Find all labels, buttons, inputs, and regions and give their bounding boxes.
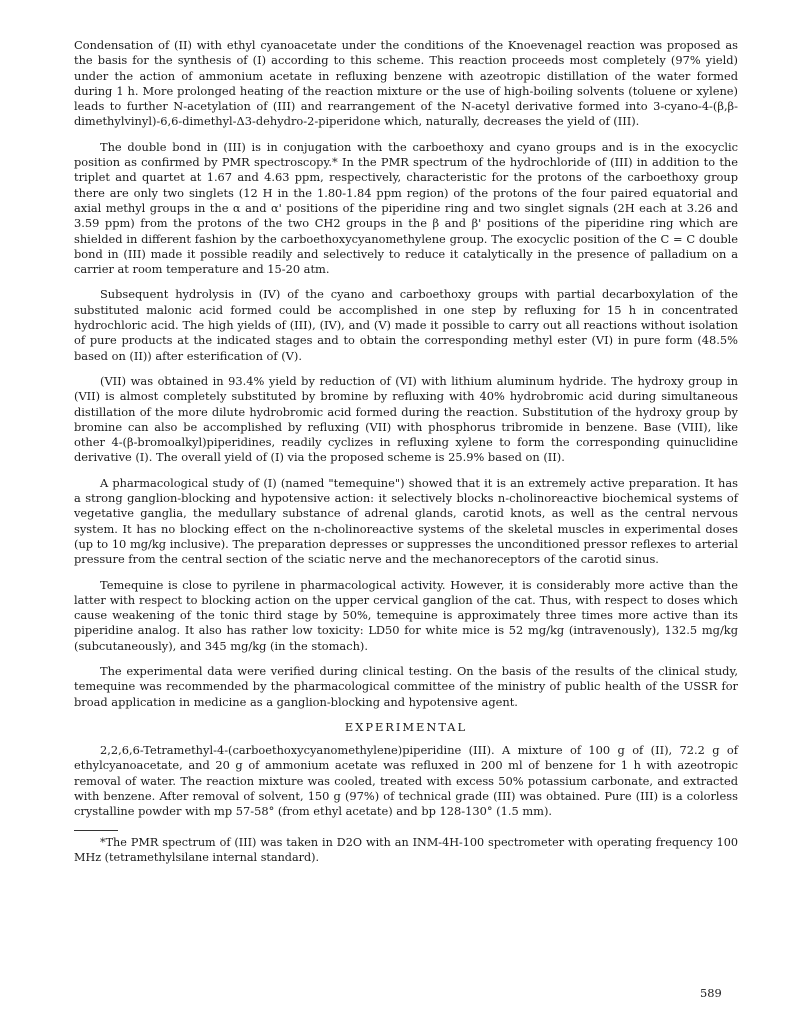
paragraph-hydrolysis: Subsequent hydrolysis in (IV) of the cyano and carboethoxy groups with partial decarboxylation of the substituted malonic acid formed could be accomplished in one step by refluxing for 15 h in concentrated hydrochloric acid. The high yields of (III), (IV), and (V) made it possible to carry out all reactions without isolation of pure products at the indicated stages and to obtain the corresponding methyl ester (VI) in pure form (48.5% based on (II)) after esterification of (V). [74,287,738,363]
paragraph-reduction: (VII) was obtained in 93.4% yield by reduction of (VI) with lithium aluminum hydride. The hydroxy group in (VII) is almost completely substituted by bromine by refluxing with 40% hydrobromic acid during simultaneous distillation of the more dilute hydrobromic acid formed during the reaction. Substitution of the hydroxy group by bromine can also be accomplished by refluxing (VII) with phosphorus tribromide in benzene. Base (VIII), like other 4-(β-bromoalkyl)piperidines, readily cyclizes in refluxing xylene to form the corresponding quinuclidine derivative (I). The overall yield of (I) via the proposed scheme is 25.9% based on (II). [74,373,738,465]
paragraph-temequine: Temequine is close to pyrilene in pharmacological activity. However, it is considerably more active than the latter with respect to blocking action on the upper cervical ganglion of the cat. Thus, with respect to doses which cause weakening of the tonic third stage by 50%, temequine is approximately three times more active than its piperidine analog. It also has rather low toxicity: LD50 for white mice is 52 mg/kg (intravenously), 132.5 mg/kg (subcutaneously), and 345 mg/kg (in the stomach). [74,577,738,653]
footnote-divider [74,830,118,831]
page-number: 589 [700,986,722,1000]
paragraph-double-bond: The double bond in (III) is in conjugation with the carboethoxy and cyano groups and is in the exocyclic position as confirmed by PMR spectroscopy.* In the PMR spectrum of the hydrochloride of (III) in addition to the triplet and quartet at 1.67 and 4.63 ppm, respectively, characteristic for the protons of the carboethoxy group there are only two singlets (12 H in the 1.80-1.84 ppm region) of the protons of the four paired equatorial and axial methyl groups in the α and α' positions of the piperidine ring and two singlet signals (2H each at 3.26 and 3.59 ppm) from the protons of the two CH2 groups in the β and β' positions of the piperidine ring which are shielded in different fashion by the carboethoxycyanomethylene group. The exocyclic position of the C = C double bond in (III) made it possible readily and selectively to reduce it catalytically in the presence of palladium on a carrier at room temperature and 15-20 atm. [74,139,738,277]
paragraph-pharmacology: A pharmacological study of (I) (named "temequine") showed that it is an extremely active preparation. It has a strong ganglion-blocking and hypotensive action: it selectively blocks n-cholinoreactive biochemical systems of vegetative ganglia, the medullary substance of adrenal glands, carotid knots, as well as the central nervous system. It has no blocking effect on the n-cholinoreactive systems of the skeletal muscles in experimental doses (up to 10 mg/kg inclusive). The preparation depresses or suppresses the unconditioned pressor reflexes to arterial pressure from the central section of the sciatic nerve and the mechanoreceptors of the carotid sinus. [74,475,738,567]
section-heading-experimental: EXPERIMENTAL [344,719,468,734]
paragraph-experimental: 2,2,6,6-Tetramethyl-4-(carboethoxycyanomethylene)piperidine (III). A mixture of 100 g of (II), 72.2 g of ethylcyanoacetate, and 20 g of ammonium acetate was refluxed in 200 ml of benzene for 1 h with azeotropic removal of water. The reaction mixture was cooled, treated with excess 50% potassium carbonate, and extracted with benzene. After removal of solvent, 150 g (97%) of technical grade (III) was obtained. Pure (III) is a colorless crystalline powder with mp 57-58° (from ethyl acetate) and bp 128-130° (1.5 mm). [74,743,738,819]
paragraph-knoevenagel: Condensation of (II) with ethyl cyanoacetate under the conditions of the Knoevenagel reaction was proposed as the basis for the synthesis of (I) according to this scheme. This reaction proceeds most completely (97% yield) under the action of ammonium acetate in refluxing benzene with azeotropic distillation of the water formed during 1 h. More prolonged heating of the reaction mixture or the use of high-boiling solvents (toluene or xylene) leads to further N-acetylation of (III) and rearrangement of the N-acetyl derivative formed into 3-cyano-4-(β,β-dimethylvinyl)-6,6-dimethyl-Δ3-dehydro-2-piperidone which, naturally, decreases the yield of (III). [74,38,738,129]
page-body [74,38,738,875]
footnote: *The PMR spectrum of (III) was taken in D2O with an INM-4H-100 spectrometer with operating frequency 100 MHz (tetramethylsilane internal standard). [74,835,738,864]
paragraph-clinical: The experimental data were verified during clinical testing. On the basis of the results of the clinical study, temequine was recommended by the pharmacological committee of the ministry of public health of the USSR for broad application in medicine as a ganglion-blocking and hypotensive agent. [74,663,738,709]
